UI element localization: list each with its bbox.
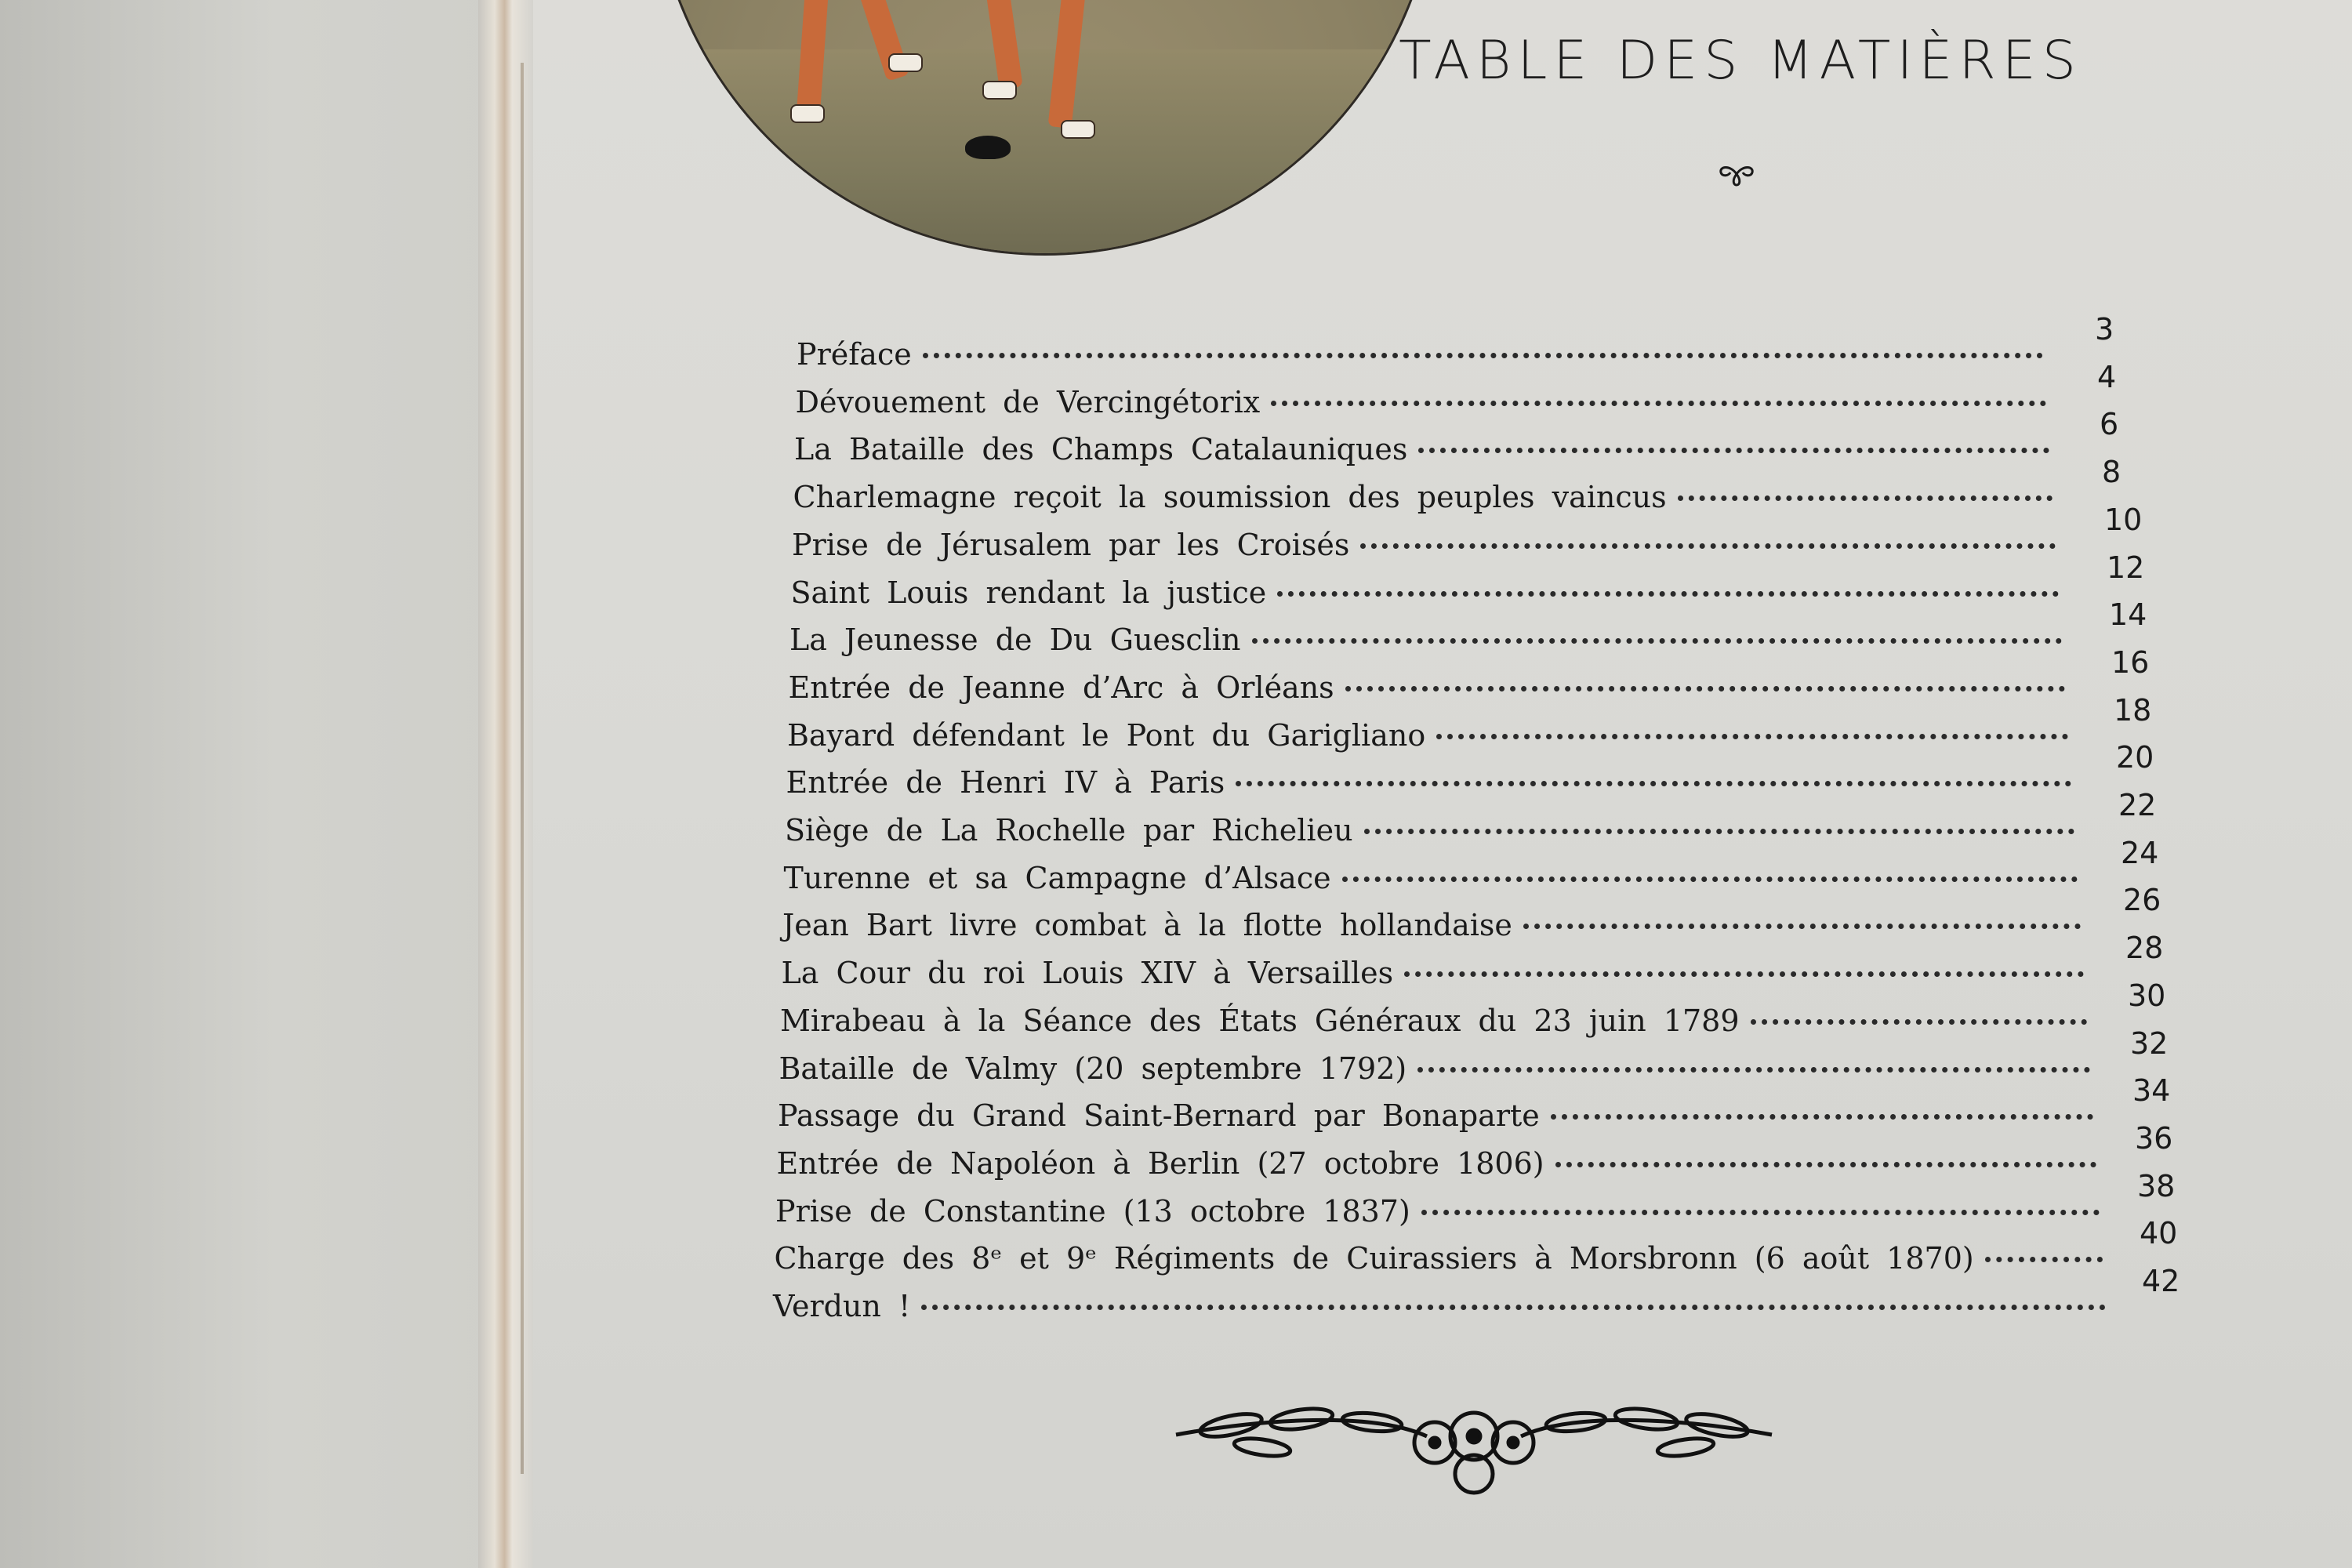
dot-leader bbox=[1417, 1037, 2090, 1073]
toc-entry bbox=[792, 520, 2067, 564]
toc-page-number: 14 bbox=[2109, 597, 2147, 633]
toc-page-number: 6 bbox=[2100, 407, 2119, 442]
toc-entry bbox=[782, 948, 2096, 992]
toc-entry-title: Verdun ! bbox=[773, 1289, 911, 1323]
toc-entry-title: Prise de Constantine (13 octobre 1837) bbox=[775, 1193, 1410, 1229]
toc-page-number: 28 bbox=[2125, 931, 2164, 966]
dot-leader bbox=[1404, 942, 2084, 977]
toc-entry-title: Turenne et sa Campagne d’Alsace bbox=[783, 860, 1331, 895]
toc-entry bbox=[782, 900, 2092, 944]
toc-page-number: 20 bbox=[2116, 740, 2154, 775]
dot-leader bbox=[1551, 1084, 2093, 1120]
toc-page-number: 34 bbox=[2132, 1073, 2171, 1109]
dot-leader bbox=[1678, 466, 2053, 501]
page-title: TABLE DES MATIÈRES bbox=[1399, 30, 2082, 92]
toc-entry-title: Dévouement de Vercingétorix bbox=[795, 384, 1261, 419]
dot-leader bbox=[1985, 1227, 2103, 1262]
dot-leader bbox=[1523, 894, 2081, 929]
dot-leader bbox=[923, 323, 2043, 358]
toc-entry bbox=[775, 1186, 2111, 1230]
toc-page-number: 3 bbox=[2095, 312, 2114, 347]
toc-page-number: 10 bbox=[2104, 502, 2143, 537]
floral-ornament-icon bbox=[1168, 1388, 1780, 1497]
toc-entry bbox=[797, 329, 2054, 373]
dot-leader bbox=[921, 1275, 2106, 1310]
toc-entry bbox=[777, 1138, 2108, 1182]
toc-entry bbox=[793, 472, 2064, 516]
toc-entry-title: Saint Louis rendant la justice bbox=[790, 575, 1267, 610]
toc-entry bbox=[791, 568, 2071, 612]
toc-page-number: 26 bbox=[2123, 883, 2161, 918]
toc-entry bbox=[786, 757, 2083, 801]
dot-leader bbox=[1277, 561, 2059, 597]
dot-leader bbox=[1252, 608, 2063, 644]
toc-entry-title: Bataille de Valmy (20 septembre 1792) bbox=[779, 1051, 1407, 1086]
dot-leader bbox=[1418, 418, 2049, 453]
toc-entry-title: Entrée de Jeanne d’Arc à Orléans bbox=[788, 670, 1334, 705]
toc-page-number: 38 bbox=[2137, 1168, 2176, 1203]
toc-page-number: 32 bbox=[2130, 1025, 2169, 1061]
toc-entry bbox=[780, 996, 2098, 1040]
toc-page-number: 12 bbox=[2107, 550, 2145, 585]
toc-entry bbox=[785, 805, 2085, 849]
toc-entry-title: Passage du Grand Saint-Bernard par Bonaparte bbox=[778, 1098, 1540, 1134]
toc-entry bbox=[789, 662, 2077, 706]
illustration-signature: H.J. bbox=[708, 191, 734, 207]
dot-leader bbox=[1342, 847, 2078, 882]
dot-leader bbox=[1360, 514, 2056, 549]
toc-page-number: 40 bbox=[2140, 1216, 2178, 1251]
toc-entry-title: La Jeunesse de Du Guesclin bbox=[789, 622, 1241, 658]
toc-page-number: 24 bbox=[2121, 835, 2159, 870]
dot-leader bbox=[1271, 371, 2046, 406]
dot-leader bbox=[1436, 704, 2068, 739]
toc-entry bbox=[775, 1233, 2114, 1277]
toc-entry-title: Siège de La Rochelle par Richelieu bbox=[785, 813, 1353, 848]
toc-page-number: 16 bbox=[2111, 644, 2150, 680]
toc-entry-title: La Bataille des Champs Catalauniques bbox=[794, 432, 1408, 467]
toc-entry-title: Prise de Jérusalem par les Croisés bbox=[792, 527, 1350, 562]
toc-entry-title: Mirabeau à la Séance des États Généraux du 23 juin 1789 bbox=[780, 1003, 1740, 1038]
dot-leader bbox=[1555, 1132, 2096, 1167]
toc-page-number: 22 bbox=[2118, 788, 2157, 822]
toc-entry-title: Entrée de Henri IV à Paris bbox=[786, 765, 1225, 800]
toc-page-number: 4 bbox=[2097, 359, 2117, 394]
toc-page-number: 8 bbox=[2102, 455, 2122, 490]
toc-entry-title: Charge des 8ᵉ et 9ᵉ Régiments de Cuirassiers à Morsbronn (6 août 1870) bbox=[774, 1241, 1974, 1276]
toc-entry bbox=[784, 853, 2089, 897]
toc-entry bbox=[778, 1091, 2104, 1134]
toc-entry bbox=[796, 377, 2058, 421]
dot-leader bbox=[1421, 1180, 2100, 1215]
toc-entry-title: Jean Bart livre combat à la flotte hollandaise bbox=[782, 908, 1512, 943]
toc-entry-title: La Cour du roi Louis XIV à Versailles bbox=[781, 956, 1394, 991]
toc-entry bbox=[779, 1044, 2102, 1087]
dot-leader bbox=[1345, 656, 2065, 691]
toc-entry bbox=[794, 424, 2060, 468]
toc-page-number: 42 bbox=[2142, 1264, 2180, 1298]
toc-entry-title: Charlemagne reçoit la soumission des peuples vaincus bbox=[793, 480, 1667, 515]
toc-entry bbox=[773, 1281, 2117, 1325]
dot-leader bbox=[1236, 751, 2071, 786]
toc-page-number: 36 bbox=[2135, 1120, 2173, 1156]
toc-page-number: 30 bbox=[2128, 978, 2166, 1013]
toc-entry bbox=[789, 615, 2073, 659]
toc-entry-title: Bayard défendant le Pont du Garigliano bbox=[787, 717, 1426, 753]
toc-entry-title: Préface bbox=[797, 337, 912, 372]
dot-leader bbox=[1364, 799, 2074, 834]
dot-leader bbox=[1751, 989, 2087, 1025]
toc-entry-title: Entrée de Napoléon à Berlin (27 octobre 1806) bbox=[776, 1145, 1544, 1181]
toc-entry bbox=[787, 710, 2079, 754]
toc-page-number: 18 bbox=[2114, 692, 2152, 728]
